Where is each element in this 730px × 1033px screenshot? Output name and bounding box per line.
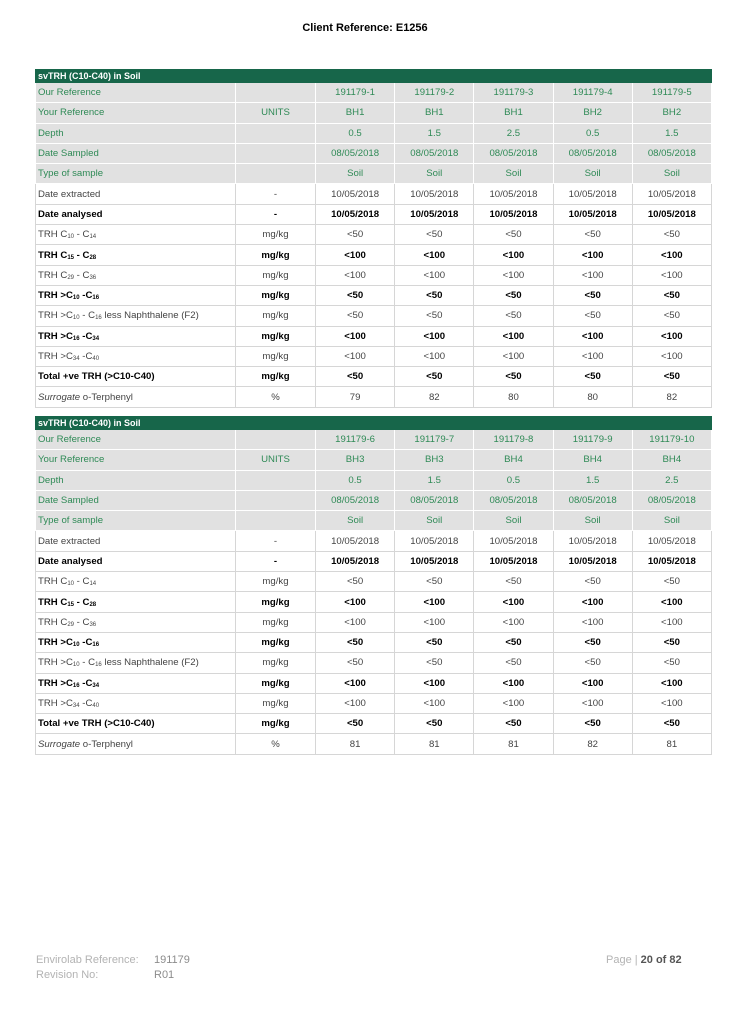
row-units: mg/kg — [236, 367, 316, 387]
row-units: - — [236, 531, 316, 551]
row-value: <100 — [474, 245, 553, 265]
row-value: <100 — [316, 612, 395, 632]
row-value: <100 — [553, 326, 632, 346]
meta-value: 1.5 — [553, 470, 632, 490]
meta-label: Your Reference — [36, 450, 236, 470]
row-value: <100 — [395, 346, 474, 366]
row-value: <50 — [395, 632, 474, 652]
table-row — [36, 387, 712, 407]
row-value: 81 — [474, 734, 553, 754]
row-value: <100 — [316, 346, 395, 366]
results-table-2 — [35, 416, 712, 755]
meta-units: UNITS — [236, 103, 316, 123]
row-value: 10/05/2018 — [632, 184, 711, 204]
row-value: <50 — [553, 225, 632, 245]
table-title-row — [36, 70, 712, 83]
row-value: 10/05/2018 — [395, 551, 474, 571]
row-value: <100 — [474, 693, 553, 713]
meta-units — [236, 490, 316, 510]
table-row — [36, 693, 712, 713]
row-value: 81 — [632, 734, 711, 754]
meta-value: 1.5 — [395, 470, 474, 490]
row-units: - — [236, 204, 316, 224]
row-value: <50 — [395, 225, 474, 245]
row-value: <50 — [474, 653, 553, 673]
row-value: <100 — [474, 265, 553, 285]
row-label: TRH $C_{15} - C_{28}$ — [36, 592, 236, 612]
row-value: <50 — [395, 306, 474, 326]
meta-value: 08/05/2018 — [632, 143, 711, 163]
row-value: <100 — [395, 326, 474, 346]
meta-value: 191179-8 — [474, 430, 553, 450]
meta-row — [36, 103, 712, 123]
row-label: Date analysed — [36, 204, 236, 224]
row-value: <100 — [395, 592, 474, 612]
row-units: mg/kg — [236, 693, 316, 713]
meta-value: 191179-5 — [632, 83, 711, 103]
meta-value: Soil — [632, 511, 711, 531]
row-label: TRH $>C_{34}$ $-C_{40}$ — [36, 693, 236, 713]
meta-value: BH4 — [553, 450, 632, 470]
row-value: <50 — [474, 572, 553, 592]
row-value: <100 — [395, 612, 474, 632]
row-units: mg/kg — [236, 632, 316, 652]
row-value: <50 — [474, 367, 553, 387]
meta-value: 0.5 — [316, 470, 395, 490]
meta-units: UNITS — [236, 450, 316, 470]
row-value: <100 — [316, 265, 395, 285]
meta-value: 08/05/2018 — [474, 490, 553, 510]
page-prefix: Page | — [606, 954, 638, 966]
row-units: mg/kg — [236, 612, 316, 632]
row-value: 10/05/2018 — [316, 184, 395, 204]
meta-row — [36, 511, 712, 531]
meta-units — [236, 511, 316, 531]
row-value: <100 — [395, 265, 474, 285]
table-row — [36, 592, 712, 612]
row-value: 10/05/2018 — [632, 551, 711, 571]
meta-value: 08/05/2018 — [474, 143, 553, 163]
meta-label: Date Sampled — [36, 490, 236, 510]
row-label: Date extracted — [36, 531, 236, 551]
meta-value: 191179-9 — [553, 430, 632, 450]
row-value: <50 — [553, 367, 632, 387]
meta-value: 08/05/2018 — [632, 490, 711, 510]
row-value: 10/05/2018 — [395, 531, 474, 551]
meta-value: BH4 — [632, 450, 711, 470]
meta-units — [236, 164, 316, 184]
row-value: <100 — [553, 673, 632, 693]
row-value: 10/05/2018 — [632, 531, 711, 551]
table-row — [36, 673, 712, 693]
row-label: TRH $>C_{34}$ $-C_{40}$ — [36, 346, 236, 366]
row-value: 81 — [316, 734, 395, 754]
row-value: <50 — [395, 285, 474, 305]
table-row — [36, 225, 712, 245]
row-value: 10/05/2018 — [395, 204, 474, 224]
row-value: <50 — [632, 285, 711, 305]
row-label: TRH $>C_{10} - C_{16}$ less Naphthalene (F2) — [36, 306, 236, 326]
row-value: <100 — [474, 346, 553, 366]
row-units: mg/kg — [236, 225, 316, 245]
row-label: TRH $>C_{16}$ $-C_{34}$ — [36, 326, 236, 346]
row-value: 81 — [395, 734, 474, 754]
page-number: 20 of 82 — [640, 954, 682, 966]
meta-value: 0.5 — [316, 123, 395, 143]
meta-value: 191179-3 — [474, 83, 553, 103]
meta-value: Soil — [316, 511, 395, 531]
table-row — [36, 184, 712, 204]
row-value: <50 — [632, 572, 711, 592]
table-row — [36, 346, 712, 366]
revision-label: Revision No: — [36, 969, 99, 981]
meta-row — [36, 83, 712, 103]
row-label: Surrogate o-Terphenyl — [36, 734, 236, 754]
table-row — [36, 734, 712, 754]
meta-label: Depth — [36, 470, 236, 490]
table-row — [36, 204, 712, 224]
row-value: <100 — [474, 673, 553, 693]
footer-reference — [36, 953, 190, 983]
row-value: 10/05/2018 — [474, 531, 553, 551]
meta-label: Depth — [36, 123, 236, 143]
row-label: TRH $>C_{10} - C_{16}$ less Naphthalene (F2) — [36, 653, 236, 673]
table-row — [36, 265, 712, 285]
meta-label: Our Reference — [36, 430, 236, 450]
meta-value: BH1 — [316, 103, 395, 123]
row-value: 82 — [632, 387, 711, 407]
meta-value: 1.5 — [395, 123, 474, 143]
row-units: mg/kg — [236, 653, 316, 673]
row-value: <50 — [553, 306, 632, 326]
row-value: <50 — [316, 653, 395, 673]
row-units: mg/kg — [236, 592, 316, 612]
row-label: TRH $C_{29} - C_{36}$ — [36, 612, 236, 632]
row-value: <100 — [632, 245, 711, 265]
revision-value: R01 — [154, 969, 175, 981]
meta-row — [36, 143, 712, 163]
row-value: <50 — [553, 632, 632, 652]
row-value: <50 — [632, 714, 711, 734]
meta-label: Our Reference — [36, 83, 236, 103]
row-value: <50 — [553, 285, 632, 305]
page-indicator — [606, 954, 682, 966]
row-units: % — [236, 387, 316, 407]
row-value: 10/05/2018 — [553, 531, 632, 551]
row-value: <50 — [316, 225, 395, 245]
meta-units — [236, 470, 316, 490]
row-value: 79 — [316, 387, 395, 407]
meta-row — [36, 470, 712, 490]
table-row — [36, 367, 712, 387]
row-units: mg/kg — [236, 572, 316, 592]
client-reference: Client Reference: E1256 — [302, 22, 428, 34]
row-value: 10/05/2018 — [316, 204, 395, 224]
row-value: <50 — [395, 572, 474, 592]
row-units: mg/kg — [236, 346, 316, 366]
row-units: mg/kg — [236, 673, 316, 693]
meta-value: 08/05/2018 — [316, 143, 395, 163]
row-label: Date analysed — [36, 551, 236, 571]
row-label: Surrogate o-Terphenyl — [36, 387, 236, 407]
meta-value: BH4 — [474, 450, 553, 470]
meta-units — [236, 123, 316, 143]
row-value: <50 — [395, 653, 474, 673]
meta-value: 08/05/2018 — [553, 143, 632, 163]
meta-label: Date Sampled — [36, 143, 236, 163]
row-value: <100 — [316, 592, 395, 612]
meta-value: 0.5 — [553, 123, 632, 143]
row-value: <100 — [632, 693, 711, 713]
row-value: 10/05/2018 — [632, 204, 711, 224]
row-value: <100 — [395, 673, 474, 693]
row-value: <50 — [316, 632, 395, 652]
meta-value: Soil — [395, 164, 474, 184]
meta-units — [236, 430, 316, 450]
meta-value: Soil — [474, 164, 553, 184]
row-value: <100 — [474, 326, 553, 346]
row-label: TRH $C_{15} - C_{28}$ — [36, 245, 236, 265]
row-value: 10/05/2018 — [553, 184, 632, 204]
meta-value: Soil — [632, 164, 711, 184]
row-value: <100 — [632, 612, 711, 632]
meta-value: Soil — [395, 511, 474, 531]
row-value: 82 — [553, 734, 632, 754]
meta-value: 191179-4 — [553, 83, 632, 103]
meta-value: Soil — [474, 511, 553, 531]
meta-row — [36, 490, 712, 510]
row-value: <50 — [632, 367, 711, 387]
row-label: TRH $>C_{16}$ $-C_{34}$ — [36, 673, 236, 693]
row-value: <100 — [316, 245, 395, 265]
row-value: <50 — [316, 306, 395, 326]
meta-label: Your Reference — [36, 103, 236, 123]
meta-units — [236, 143, 316, 163]
meta-value: BH1 — [474, 103, 553, 123]
row-value: <50 — [474, 285, 553, 305]
row-units: mg/kg — [236, 326, 316, 346]
row-units: mg/kg — [236, 245, 316, 265]
row-value: <50 — [474, 306, 553, 326]
row-value: <50 — [553, 714, 632, 734]
meta-value: 191179-1 — [316, 83, 395, 103]
row-value: <100 — [553, 592, 632, 612]
meta-value: 1.5 — [632, 123, 711, 143]
row-value: <50 — [553, 653, 632, 673]
meta-value: 08/05/2018 — [553, 490, 632, 510]
row-value: <100 — [632, 673, 711, 693]
row-value: 10/05/2018 — [316, 531, 395, 551]
meta-value: 0.5 — [474, 470, 553, 490]
row-value: <50 — [474, 225, 553, 245]
row-value: <100 — [316, 693, 395, 713]
row-label: TRH $C_{10} - C_{14}$ — [36, 572, 236, 592]
row-value: <100 — [553, 612, 632, 632]
meta-value: BH1 — [395, 103, 474, 123]
meta-label: Type of sample — [36, 164, 236, 184]
envirolab-reference-label: Envirolab Reference: — [36, 954, 139, 966]
row-units: % — [236, 734, 316, 754]
meta-value: 2.5 — [632, 470, 711, 490]
row-units: mg/kg — [236, 306, 316, 326]
table-title-row — [36, 417, 712, 430]
row-value: <100 — [553, 693, 632, 713]
table-row — [36, 326, 712, 346]
row-value: <50 — [316, 285, 395, 305]
row-label: TRH $>C_{10}$ $-C_{16}$ — [36, 632, 236, 652]
row-value: <100 — [553, 346, 632, 366]
table-row — [36, 551, 712, 571]
meta-value: BH3 — [316, 450, 395, 470]
meta-value: Soil — [553, 164, 632, 184]
meta-value: Soil — [553, 511, 632, 531]
table-row — [36, 653, 712, 673]
table-row — [36, 245, 712, 265]
row-value: <100 — [632, 265, 711, 285]
row-value: 10/05/2018 — [316, 551, 395, 571]
row-label: Date extracted — [36, 184, 236, 204]
row-value: <50 — [395, 714, 474, 734]
row-value: <50 — [316, 714, 395, 734]
row-value: <50 — [632, 225, 711, 245]
meta-row — [36, 430, 712, 450]
row-value: <100 — [395, 693, 474, 713]
row-value: 80 — [553, 387, 632, 407]
table-row — [36, 572, 712, 592]
row-value: <50 — [632, 653, 711, 673]
row-units: mg/kg — [236, 714, 316, 734]
meta-value: 191179-7 — [395, 430, 474, 450]
row-value: <100 — [553, 265, 632, 285]
row-value: <100 — [474, 592, 553, 612]
meta-value: 08/05/2018 — [395, 143, 474, 163]
row-label: TRH $C_{10} - C_{14}$ — [36, 225, 236, 245]
table-row — [36, 306, 712, 326]
row-value: <50 — [632, 306, 711, 326]
meta-value: Soil — [316, 164, 395, 184]
meta-value: 08/05/2018 — [316, 490, 395, 510]
meta-value: 191179-10 — [632, 430, 711, 450]
table-row — [36, 612, 712, 632]
meta-value: 191179-2 — [395, 83, 474, 103]
table-title: svTRH (C10-C40) in Soil — [36, 70, 236, 83]
row-units: mg/kg — [236, 265, 316, 285]
row-value: <50 — [553, 572, 632, 592]
meta-row — [36, 450, 712, 470]
meta-units — [236, 83, 316, 103]
meta-value: BH2 — [632, 103, 711, 123]
row-value: <50 — [474, 632, 553, 652]
row-label: TRH $>C_{10}$ $-C_{16}$ — [36, 285, 236, 305]
row-value: <100 — [632, 592, 711, 612]
row-value: <100 — [395, 245, 474, 265]
row-value: <100 — [316, 673, 395, 693]
row-value: <100 — [474, 612, 553, 632]
meta-value: 08/05/2018 — [395, 490, 474, 510]
row-value: <100 — [632, 346, 711, 366]
row-value: <50 — [316, 572, 395, 592]
row-value: <100 — [316, 326, 395, 346]
row-label: Total +ve TRH (>C10-C40) — [36, 714, 236, 734]
row-value: <100 — [553, 245, 632, 265]
meta-label: Type of sample — [36, 511, 236, 531]
row-value: <50 — [474, 714, 553, 734]
meta-row — [36, 164, 712, 184]
table-row — [36, 714, 712, 734]
table-title: svTRH (C10-C40) in Soil — [36, 417, 236, 430]
meta-row — [36, 123, 712, 143]
table-row — [36, 632, 712, 652]
row-units: - — [236, 551, 316, 571]
row-value: 10/05/2018 — [553, 551, 632, 571]
row-value: 10/05/2018 — [474, 551, 553, 571]
meta-value: 191179-6 — [316, 430, 395, 450]
row-value: 10/05/2018 — [474, 184, 553, 204]
envirolab-reference-value: 191179 — [154, 954, 190, 966]
row-value: 10/05/2018 — [474, 204, 553, 224]
meta-value: BH3 — [395, 450, 474, 470]
row-label: TRH $C_{29} - C_{36}$ — [36, 265, 236, 285]
meta-value: BH2 — [553, 103, 632, 123]
row-value: 80 — [474, 387, 553, 407]
row-label: Total +ve TRH (>C10-C40) — [36, 367, 236, 387]
table-row — [36, 531, 712, 551]
row-value: <50 — [395, 367, 474, 387]
row-value: <50 — [316, 367, 395, 387]
results-table-1 — [35, 69, 712, 408]
row-value: 10/05/2018 — [395, 184, 474, 204]
table-row — [36, 285, 712, 305]
row-value: <100 — [632, 326, 711, 346]
meta-value: 2.5 — [474, 123, 553, 143]
row-value: <50 — [632, 632, 711, 652]
row-units: mg/kg — [236, 285, 316, 305]
row-value: 82 — [395, 387, 474, 407]
row-value: 10/05/2018 — [553, 204, 632, 224]
row-units: - — [236, 184, 316, 204]
